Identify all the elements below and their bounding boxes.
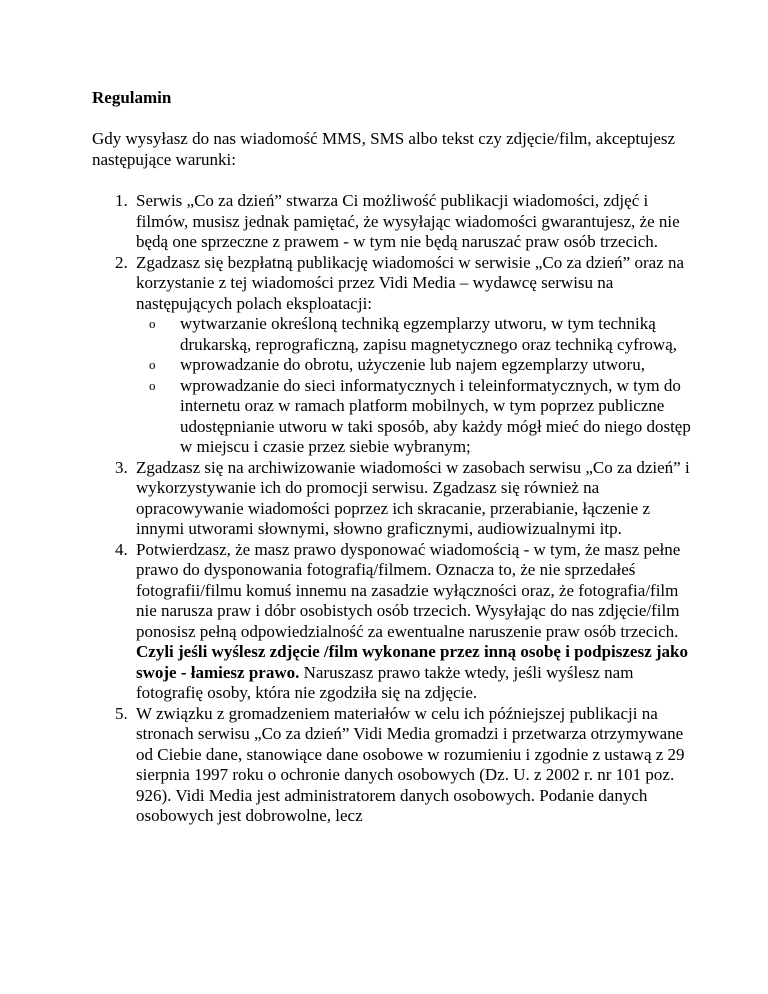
term-number: 1. [115, 191, 128, 210]
term-number: 5. [115, 703, 128, 723]
term-item-3 [92, 458, 692, 540]
exploitation-field-item [136, 376, 692, 458]
intro-paragraph [92, 129, 692, 170]
terms-list [92, 191, 692, 827]
bullet-icon: o [149, 316, 156, 331]
term-text: Serwis „Co za dzień” stwarza Ci możliwość publikacji wiadomości, zdjęć i filmów, musisz jednak pamiętać, że wysyłając wiadomości gwarantujesz, że nie będą one sprzeczne z prawem - w tym nie będą naruszać praw osób trzecich. [136, 191, 680, 251]
term-number: 3. [115, 457, 128, 477]
term-text: Potwierdzasz, że masz prawo dysponować wiadomością - w tym, że masz pełne prawo do dysponowania fotografią/filmem. Oznacza to, że nie sprzedałeś fotografii/filmu komuś innemu na zasadzie wyłączności oraz, że fotografia/film nie narusza praw i dóbr osobistych osób trzecich. Wysyłając do nas zdjęcie/film ponosisz pełną odpowiedzialność za ewentualne naruszenie praw osób trzecich. [136, 539, 681, 641]
term-item-1 [92, 191, 692, 253]
term-bold-warning: Czyli jeśli wyślesz zdjęcie /film wykonane przez inną osobę i podpiszesz jako swoje - łamiesz prawo. [136, 642, 688, 682]
term-text-continued: Naruszasz prawo także wtedy, jeśli wyślesz nam fotografię osoby, która nie zgodziła się na zdjęcie. [136, 662, 634, 702]
field-text: wytwarzanie określoną techniką egzemplarzy utworu, w tym techniką drukarską, reprograficzną, zapisu magnetycznego oraz techniką cyfrową, [180, 314, 678, 354]
term-item-5 [92, 704, 692, 827]
term-text: W związku z gromadzeniem materiałów w celu ich późniejszej publikacji na stronach serwisu „Co za dzień” Vidi Media gromadzi i przetwarza otrzymywane od Ciebie dane, stanowiące dane osobowe w rozumieniu i zgodnie z ustawą z 29 sierpnia 1997 roku o ochronie danych osobowych (Dz. U. z 2002 r. nr 101 poz. 926). Vidi Media jest administratorem danych osobowych. Podanie danych osobowych jest dobrowolne, lecz [136, 703, 685, 825]
term-item-4 [92, 540, 692, 704]
intro-text: Gdy wysyłasz do nas wiadomość MMS, SMS albo tekst czy zdjęcie/film, akceptujesz następujące warunki: [92, 129, 676, 169]
term-item-2 [92, 253, 692, 458]
bullet-icon: o [149, 357, 156, 372]
bullet-icon: o [149, 377, 156, 393]
document-title: Regulamin [92, 88, 172, 107]
term-number: 4. [115, 539, 128, 559]
field-text: wprowadzanie do sieci informatycznych i teleinformatycznych, w tym do internetu oraz w ramach platform mobilnych, w tym poprzez publiczne udostępnianie utworu w taki sposób, aby każdy mógł mieć do niego dostęp w miejscu i czasie przez siebie wybranym; [180, 375, 691, 456]
term-text: Zgadzasz się bezpłatną publikację wiadomości w serwisie „Co za dzień” oraz na korzystanie z tej wiadomości przez Vidi Media – wydawcę serwisu na następujących polach eksploatacji: [136, 252, 685, 313]
exploitation-field-item [136, 314, 692, 355]
exploitation-field-item [136, 355, 692, 376]
exploitation-fields-list [136, 314, 692, 458]
term-text: Zgadzasz się na archiwizowanie wiadomości w zasobach serwisu „Co za dzień” i wykorzystywanie ich do promocji serwisu. Zgadzasz się również na opracowywanie wiadomości poprzez ich skracanie, przerabianie, łączenie z innymi utworami słownymi, słowno graficznymi, audiowizualnymi itp. [136, 457, 690, 538]
field-text: wprowadzanie do obrotu, użyczenie lub najem egzemplarzy utworu, [180, 355, 645, 374]
term-number: 2. [115, 252, 128, 272]
